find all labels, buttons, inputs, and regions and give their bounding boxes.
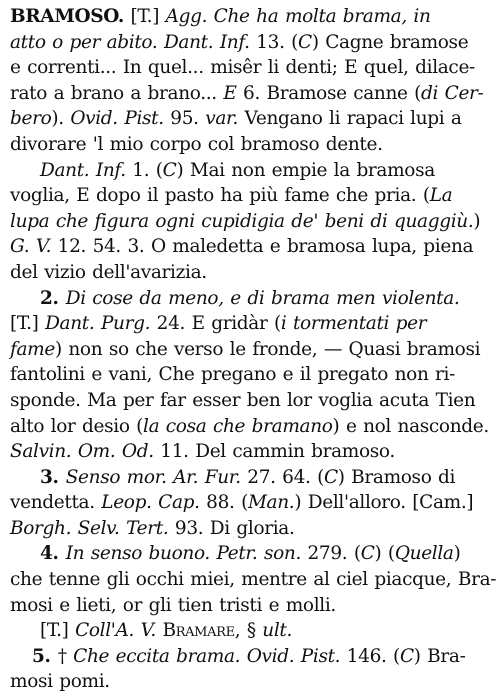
entry-line: [10, 286, 460, 312]
entry-line: [10, 388, 476, 414]
entry-text: Quella: [394, 543, 454, 565]
entry-text: ): [453, 543, 461, 565]
entry-text: [T.]: [10, 313, 46, 335]
entry-text: 93. Di gloria.: [168, 517, 295, 539]
entry-text: atto o per abito. Dant. Inf.: [10, 31, 250, 53]
entry-line: [10, 567, 496, 593]
entry-line: [10, 30, 469, 56]
entry-text: e correnti... In quel... misêr li denti; E quel, dilace-: [10, 57, 475, 79]
entry-line: [10, 183, 460, 209]
entry-line: [10, 158, 460, 184]
entry-text: 1. (: [125, 159, 163, 181]
entry-line: [10, 541, 460, 567]
entry-line: [10, 618, 460, 644]
entry-text: Borgh. Selv. Tert.: [10, 517, 169, 539]
entry-text: ) (: [374, 543, 395, 565]
entry-text: Coll'A. V.: [75, 620, 156, 642]
entry-text: 2.: [40, 287, 66, 309]
entry-text: ) Mai non empie la bramosa: [176, 159, 435, 181]
entry-text: G. V.: [10, 236, 52, 258]
entry-text: Bramare: [162, 620, 235, 642]
entry-text: mosi pomi.: [10, 671, 110, 693]
entry-line: [10, 337, 481, 363]
entry-text: che tenne gli occhi miei, mentre al ciel piacque, Bra-: [10, 569, 496, 591]
entry-text: Dant. Inf.: [40, 159, 126, 181]
entry-text: 4.: [40, 543, 66, 565]
entry-text: 27. 64. (: [240, 466, 324, 488]
entry-text: mosi e lieti, or gli tien tristi e molli.: [10, 594, 336, 616]
entry-text: ) Cagne bramose: [311, 31, 469, 53]
entry-text: sponde. Ma per far esser ben lor voglia acuta Tien: [10, 389, 476, 411]
entry-text: [T.]: [124, 6, 166, 27]
entry-text: 13. (: [249, 31, 299, 53]
entry-line: [10, 260, 460, 286]
entry-text: Leop. Cap.: [101, 492, 200, 514]
entry-line: [10, 644, 466, 670]
entry-text: fantolini e vani, Che pregano e il pregato non ri-: [10, 364, 456, 386]
entry-text: †: [57, 645, 74, 667]
entry-text: di Cer-: [421, 82, 484, 104]
dictionary-entry-bramoso: [10, 4, 496, 695]
entry-line: [10, 669, 460, 695]
entry-text: fame: [10, 338, 55, 360]
entry-text: 11. Del cammin bramoso.: [153, 441, 395, 463]
entry-line: [10, 234, 474, 260]
entry-line: [10, 490, 474, 516]
entry-text: 88. (: [199, 492, 248, 514]
entry-line: [10, 4, 460, 30]
entry-text: ) non so che verso le fronde, — Quasi bramosi: [54, 338, 481, 360]
headword: BRAMOSO.: [10, 6, 124, 27]
entry-text: [T.]: [40, 620, 76, 642]
entry-text: 146. (: [340, 645, 400, 667]
entry-text: i tormentati per: [280, 313, 427, 335]
entry-text: Senso mor. Ar. Fur.: [65, 466, 241, 488]
entry-line: [10, 516, 460, 542]
entry-line: [10, 106, 460, 132]
entry-text: la cosa che bramano: [143, 415, 333, 437]
entry-text: Ovid. Pist.: [70, 108, 164, 130]
entry-text: In senso buono. Petr. son.: [65, 543, 301, 565]
entry-text: voglia, E dopo il pasto ha più fame che pria. (: [10, 185, 430, 207]
entry-text: 3.: [40, 466, 66, 488]
entry-text: Man.: [247, 492, 295, 514]
entry-text: 95.: [163, 108, 206, 130]
entry-text: Di cose da meno, e di brama men violenta.: [65, 287, 460, 309]
entry-text: ) Dell'alloro. [Cam.]: [294, 492, 474, 514]
entry-text: ): [473, 210, 481, 232]
entry-text: E: [223, 82, 237, 104]
entry-line: [10, 414, 489, 440]
entry-text: 6. Bramose canne (: [236, 82, 422, 104]
entry-line: [10, 55, 475, 81]
entry-text: Vengano li rapaci lupi a: [238, 108, 462, 130]
entry-text: 279. (: [300, 543, 361, 565]
entry-text: ).: [51, 108, 71, 130]
entry-text: ult.: [262, 620, 293, 642]
entry-line: [10, 209, 481, 235]
entry-text: C: [323, 466, 338, 488]
entry-line: [10, 593, 460, 619]
entry-text: C: [162, 159, 177, 181]
entry-text: divorare 'l mio corpo col bramoso dente.: [10, 133, 383, 155]
entry-text: Agg. Che ha molta brama, in: [165, 6, 431, 27]
entry-text: Dant. Purg.: [45, 313, 151, 335]
entry-text: 5.: [32, 645, 58, 667]
entry-text: 12. 54. 3. O maledetta e bramosa lupa, piena: [51, 236, 474, 258]
entry-text: ) Bramoso di: [337, 466, 456, 488]
entry-text: ) e nol nasconde.: [332, 415, 489, 437]
entry-text: var.: [205, 108, 238, 130]
entry-line: [10, 362, 460, 388]
entry-text: 24. E gridàr (: [150, 313, 281, 335]
entry-text: C: [298, 31, 312, 53]
entry-line: [10, 311, 460, 337]
entry-text: Che eccita brama. Ovid. Pist.: [73, 645, 341, 667]
entry-text: vendetta.: [10, 492, 102, 514]
entry-text: lupa che figura ogni cupidigia de' beni di quaggiù.: [10, 210, 474, 232]
entry-text: bero: [10, 108, 52, 130]
entry-line: [10, 465, 460, 491]
entry-line: [10, 439, 460, 465]
entry-text: Salvin. Om. Od.: [10, 441, 154, 463]
entry-text: alto lor desio (: [10, 415, 144, 437]
entry-text: C: [360, 543, 375, 565]
entry-line: [10, 81, 484, 107]
entry-line: [10, 132, 460, 158]
entry-text: ) Bra-: [413, 645, 466, 667]
entry-text: rato a brano a brano...: [10, 82, 224, 104]
entry-text: C: [399, 645, 414, 667]
entry-text: , §: [234, 620, 263, 642]
entry-text: La: [429, 185, 453, 207]
entry-text: del vizio dell'avarizia.: [10, 261, 207, 283]
